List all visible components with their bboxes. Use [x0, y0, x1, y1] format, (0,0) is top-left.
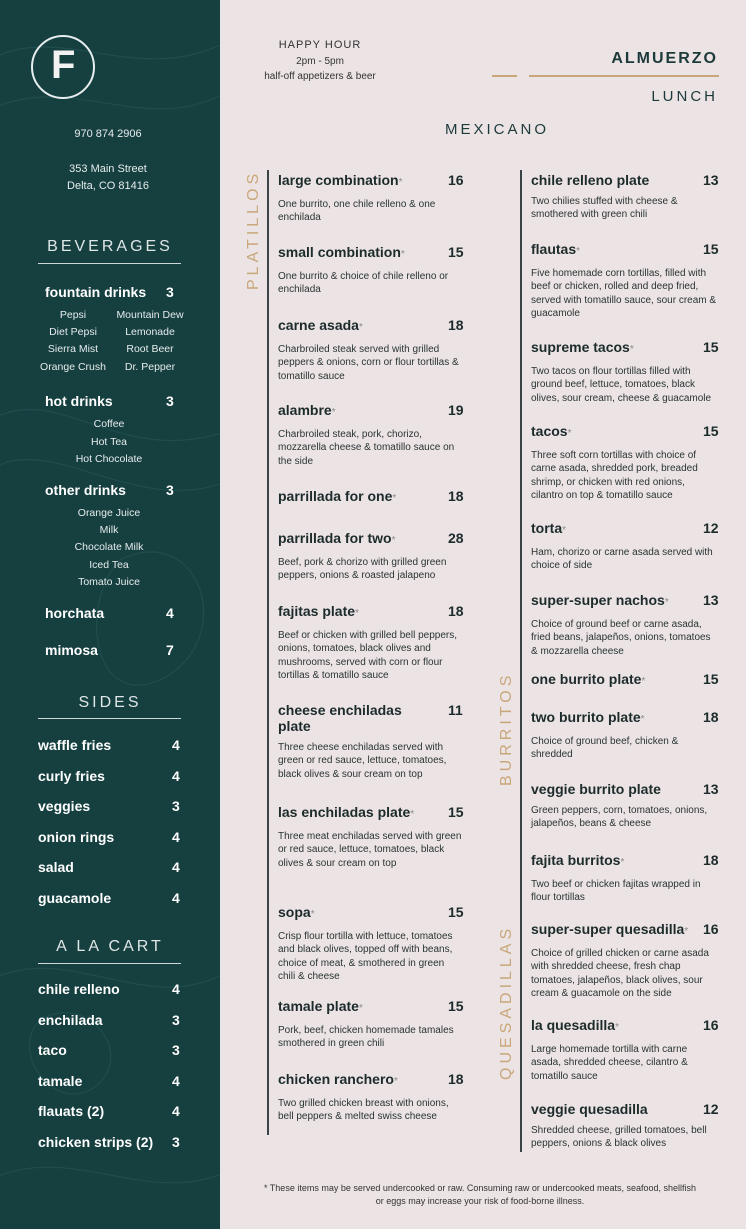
asterisk-marker: *: [641, 676, 646, 687]
column-rule: [267, 170, 269, 1135]
menu-item: [531, 1101, 721, 1151]
menu-item-title-text: veggie burrito plate: [531, 781, 661, 797]
menu-item-title: [278, 172, 442, 191]
beverage-item-name: hot drinks: [45, 393, 113, 409]
menu-item-title-text: parrillada for two: [278, 530, 392, 546]
menu-item-title: [278, 1071, 442, 1090]
menu-item: [278, 804, 468, 870]
beverage-option: Pepsi: [59, 309, 87, 321]
menu-item-description: Large homemade tortilla with carne asada, shredded cheese, cilantro & tomatillo sauce: [531, 1044, 688, 1082]
menu-item-price: 13: [703, 172, 719, 188]
cart-item-price: 3: [172, 1134, 180, 1150]
menu-item-description: Three meat enchiladas served with green or red sauce, lettuce, tomatoes, black olives & sour cream on top: [278, 831, 462, 869]
menu-item-price: 18: [448, 603, 464, 619]
beverage-item-price: 3: [166, 482, 174, 498]
gold-rule: [492, 75, 517, 77]
menu-item-title: [278, 904, 442, 923]
menu-item-description: Beef or chicken with grilled bell peppers, onions, tomatoes, black olives and mushrooms, served with corn or flour tortillas & tomatillo sauce: [278, 630, 457, 681]
beverage-option: Dr. Pepper: [124, 360, 176, 373]
menu-item-price: 15: [703, 241, 719, 257]
menu-item: [278, 702, 468, 781]
menu-item-title: [531, 781, 697, 797]
menu-item-title-text: tacos: [531, 423, 568, 439]
beverage-item-name: horchata: [45, 605, 105, 621]
menu-item-price: 15: [703, 423, 719, 439]
menu-item-title: [531, 1017, 697, 1036]
menu-item-title: [278, 702, 428, 734]
menu-item-title-text: cheese enchiladas plate: [278, 702, 402, 734]
menu-item: [278, 488, 468, 507]
logo-letter: F: [51, 43, 76, 87]
cart-item-name: tamale: [38, 1072, 83, 1089]
menu-item-title: [531, 172, 697, 188]
menu-item-title-text: two burrito plate: [531, 709, 641, 725]
menu-item: [531, 709, 721, 762]
menu-item-description: Two chilies stuffed with cheese & smothered with green chili: [531, 196, 678, 221]
menu-item: [278, 904, 468, 983]
beverage-option: Milk: [99, 524, 119, 537]
menu-item-title-text: super-super quesadilla: [531, 921, 685, 937]
beverage-option: Mountain Dew: [116, 309, 184, 321]
menu-item-description: Choice of grilled chicken or carne asada with shredded cheese, fresh chap tomatoes, jalapeños, black olives, sour cream & guacamole on the side: [531, 948, 709, 999]
menu-item-title-text: large combination: [278, 172, 399, 188]
beverage-option: Sierra Mist: [47, 343, 99, 356]
menu-item-title: [278, 804, 428, 823]
menu-item-title: [531, 423, 697, 442]
asterisk-marker: *: [615, 1022, 619, 1033]
a-la-cart-heading: A LA CART: [56, 938, 164, 955]
menu-item: [531, 423, 721, 502]
menu-item-price: 15: [448, 998, 464, 1014]
menu-item-price: 15: [448, 904, 464, 920]
menu-item-title-text: veggie quesadilla: [531, 1101, 648, 1117]
menu-item-title: [531, 709, 697, 728]
side-item-price: 4: [172, 767, 180, 784]
phone-number[interactable]: 970 874 2906: [74, 128, 142, 140]
menu-item-price: 28: [448, 530, 464, 546]
asterisk-marker: *: [620, 857, 625, 868]
asterisk-marker: *: [358, 322, 363, 333]
beverage-option: Iced Tea: [89, 558, 129, 571]
asterisk-marker: *: [392, 493, 397, 504]
cart-item-price: 3: [172, 1042, 180, 1059]
menu-item-title-text: chile relleno plate: [531, 172, 650, 188]
menu-item-description: Two grilled chicken breast with onions, bell peppers & melted swiss cheese: [278, 1098, 449, 1123]
cart-item-name: chile relleno: [38, 981, 120, 997]
beverage-item-price: 3: [166, 284, 174, 300]
menu-item: [278, 603, 468, 682]
menu-item: [278, 530, 468, 583]
cart-item-name: chicken strips (2): [38, 1134, 154, 1150]
menu-item-description: Three cheese enchiladas served with green or red sauce, lettuce, tomatoes, black olives & sour cream on top: [278, 742, 447, 780]
menu-item-price: 18: [448, 488, 464, 504]
happy-hour-time: 2pm - 5pm: [296, 56, 344, 67]
gold-rule: [529, 75, 719, 77]
menu-item-description: Two beef or chicken fajitas wrapped in flour tortillas: [531, 879, 701, 904]
beverage-option: Orange Crush: [40, 360, 106, 373]
menu-item-title-text: super-super nachos: [531, 592, 665, 608]
asterisk-marker: *: [567, 428, 572, 439]
menu-item-title-text: alambre: [278, 402, 332, 418]
menu-item-price: 16: [703, 921, 719, 937]
asterisk-marker: *: [358, 1003, 363, 1014]
menu-item-description: Five homemade corn tortillas, filled with beef or chicken, rolled and deep fried, served with tomatillo sauce, sour cream & guacamole: [531, 268, 717, 319]
menu-item: [531, 172, 721, 222]
side-item-name: curly fries: [38, 767, 105, 784]
menu-item: [278, 244, 468, 297]
beverage-option: Tomato Juice: [78, 575, 140, 588]
side-item-name: veggies: [38, 798, 91, 815]
section-title: MEXICANO: [444, 121, 550, 138]
menu-item-title-text: las enchiladas plate: [278, 804, 411, 820]
cart-item-name: taco: [38, 1042, 67, 1059]
menu-item-title-text: small combination: [278, 244, 401, 260]
menu-item-title-text: supreme tacos: [531, 339, 630, 355]
asterisk-marker: *: [576, 246, 581, 257]
menu-item-title-text: torta: [531, 520, 563, 536]
menu-subtitle: LUNCH: [651, 88, 718, 105]
menu-item-price: 15: [448, 244, 464, 260]
divider: [38, 263, 181, 264]
menu-item-description: Crisp flour tortilla with lettuce, tomatoes and black olives, topped off with beans, choice of meat, & smothered in green chili & cheese: [278, 931, 453, 982]
menu-item-description: Green peppers, corn, tomatoes, onions, jalapeños, beans & cheese: [531, 805, 708, 830]
menu-item-price: 18: [448, 1071, 464, 1087]
cart-item-name: flauats (2): [38, 1103, 105, 1120]
menu-item: [278, 402, 468, 468]
menu-item-title: [278, 402, 442, 421]
menu-item-price: 19: [448, 402, 464, 418]
menu-item-description: One burrito & choice of chile relleno or enchilada: [278, 271, 449, 296]
menu-item-description: Choice of ground beef, chicken & shredded: [531, 736, 679, 761]
menu-item-title: [531, 852, 697, 871]
menu-item-title-text: flautas: [531, 241, 577, 257]
menu-item-title: [531, 671, 697, 690]
divider: [38, 718, 181, 719]
menu-item-title: [531, 1101, 697, 1117]
side-item-name: guacamole: [38, 890, 112, 906]
sidebar: [0, 0, 220, 1229]
divider: [38, 963, 181, 964]
beverages-heading: BEVERAGES: [47, 238, 173, 255]
menu-item-title-text: la quesadilla: [531, 1017, 616, 1033]
menu-item: [531, 592, 721, 658]
menu-item-title-text: sopa: [278, 904, 311, 920]
menu-item-description: Pork, beef, chicken homemade tamales smothered in green chili: [278, 1025, 454, 1050]
sides-heading: SIDES: [78, 694, 142, 711]
address-line2: Delta, CO 81416: [67, 180, 149, 192]
menu-item-description: One burrito, one chile relleno & one enchilada: [278, 199, 436, 224]
menu-item-price: 16: [703, 1017, 719, 1033]
beverage-option: Orange Juice: [77, 507, 141, 519]
side-item-price: 4: [172, 737, 180, 753]
menu-item: [278, 1071, 468, 1124]
menu-item-description: Three soft corn tortillas with choice of carne asada, shredded pork, breaded shrimp, or chicken with red onions, cilantro on top & tomatillo sauce: [531, 450, 698, 501]
asterisk-marker: *: [400, 249, 405, 260]
beverage-option: Lemonade: [125, 326, 175, 339]
side-item-name: salad: [38, 859, 74, 876]
menu-item-title: [531, 339, 697, 358]
asterisk-marker: *: [355, 608, 359, 619]
cart-item-price: 3: [172, 1011, 180, 1028]
disclaimer: * These items may be served undercooked or raw. Consuming raw or undercooked meats, seafood, shellfish or eggs may increase your risk of food-borne illness.: [263, 1183, 697, 1206]
menu-item-title: [278, 530, 442, 549]
menu-item-price: 18: [448, 317, 464, 333]
menu-item: [531, 921, 721, 1000]
menu-item-price: 16: [448, 172, 464, 188]
menu-item: [531, 1017, 721, 1083]
menu-item: [531, 781, 721, 831]
menu-item: [531, 671, 721, 690]
beverage-option: Diet Pepsi: [49, 326, 97, 339]
asterisk-marker: *: [410, 809, 415, 820]
beverage-option: Root Beer: [126, 343, 174, 356]
beverage-option: Hot Chocolate: [75, 453, 143, 465]
beverage-option: Coffee: [93, 418, 125, 430]
asterisk-marker: *: [310, 909, 315, 920]
menu-item-title: [278, 998, 442, 1017]
side-item-price: 4: [172, 859, 180, 876]
side-item-price: 4: [172, 828, 180, 845]
asterisk-marker: *: [391, 535, 396, 546]
menu-item-title: [278, 488, 442, 507]
menu-item-price: 13: [703, 781, 719, 797]
side-item-name: onion rings: [38, 828, 115, 845]
menu-item-description: Two tacos on flour tortillas filled with ground beef, lettuce, tomatoes, black olives, sour cream, cheese & guacamole: [531, 366, 712, 404]
menu-item-description: Ham, chorizo or carne asada served with choice of side: [531, 547, 713, 572]
menu-title: ALMUERZO: [611, 50, 718, 67]
menu-item-price: 15: [703, 339, 719, 355]
menu-item: [278, 998, 468, 1051]
asterisk-marker: *: [393, 1076, 398, 1087]
menu-item-price: 15: [703, 671, 719, 687]
menu-item-title: [278, 603, 442, 622]
category-burritos: BURRITOS: [498, 671, 515, 786]
asterisk-marker: *: [684, 926, 689, 937]
asterisk-marker: *: [562, 525, 567, 536]
asterisk-marker: *: [640, 714, 645, 725]
asterisk-marker: *: [331, 407, 336, 418]
menu-item-price: 18: [703, 709, 719, 725]
asterisk-marker: *: [629, 344, 634, 355]
happy-hour-title: HAPPY HOUR: [278, 39, 362, 51]
menu-item-title-text: fajitas plate: [278, 603, 356, 619]
menu-item: [531, 339, 721, 405]
menu-item-title-text: parrillada for one: [278, 488, 393, 504]
menu-item-title: [531, 241, 697, 260]
side-item-price: 4: [172, 890, 180, 906]
menu-item-price: 15: [448, 804, 464, 820]
menu-item-price: 12: [703, 520, 719, 536]
menu-item-description: Charbroiled steak, pork, chorizo, mozzarella cheese & tomatillo sauce on the side: [278, 429, 455, 467]
menu-item-title-text: chicken ranchero: [278, 1071, 394, 1087]
side-item-price: 3: [172, 798, 180, 815]
menu-item-description: Beef, pork & chorizo with grilled green peppers, onions & roasted jalapeno: [278, 557, 447, 582]
menu-item: [531, 520, 721, 573]
address-line1: 353 Main Street: [69, 163, 147, 175]
category-platillos: PLATILLOS: [245, 169, 262, 290]
beverage-option: Chocolate Milk: [74, 541, 144, 554]
menu-item-title-text: fajita burritos: [531, 852, 621, 868]
menu-item-title-text: tamale plate: [278, 998, 359, 1014]
cart-item-price: 4: [172, 1103, 180, 1120]
beverage-item-price: 7: [166, 642, 174, 658]
menu-item-description: Choice of ground beef or carne asada, fried beans, jalapeños, onions, tomatoes & mozzarella cheese: [531, 619, 711, 657]
side-item-name: waffle fries: [38, 737, 112, 753]
menu-item-price: 18: [703, 852, 719, 868]
menu-item: [531, 241, 721, 320]
column-rule: [520, 170, 522, 1152]
category-quesadillas: QUESADILLAS: [498, 924, 515, 1080]
menu-item-price: 12: [703, 1101, 719, 1117]
beverage-item-name: mimosa: [45, 642, 98, 658]
beverage-item-name: fountain drinks: [45, 284, 147, 300]
menu-item-title: [531, 921, 697, 940]
beverage-option: Hot Tea: [91, 435, 127, 448]
asterisk-marker: *: [398, 177, 403, 188]
menu-item-description: Charbroiled steak served with grilled peppers & onions, corn or flour tortillas & tomatillo sauce: [278, 344, 459, 382]
menu-item-title: [531, 520, 697, 539]
menu-item-price: 11: [448, 702, 463, 718]
menu-item-title: [278, 317, 442, 336]
asterisk-marker: *: [664, 597, 669, 608]
cart-item-price: 4: [172, 981, 180, 997]
cart-item-price: 4: [172, 1072, 180, 1089]
menu-item-price: 13: [703, 592, 719, 608]
menu-item: [278, 172, 468, 225]
beverage-item-price: 3: [166, 393, 174, 409]
menu-item: [278, 317, 468, 383]
menu-item-description: Shredded cheese, grilled tomatoes, bell peppers, onions & black olives: [531, 1125, 707, 1150]
beverage-item-price: 4: [166, 605, 174, 621]
menu-item-title-text: carne asada: [278, 317, 359, 333]
menu-item: [531, 852, 721, 905]
menu-item-title-text: one burrito plate: [531, 671, 642, 687]
beverage-item-name: other drinks: [45, 482, 126, 498]
happy-hour-deal: half-off appetizers & beer: [264, 71, 376, 82]
menu-item-title: [531, 592, 697, 611]
logo: [31, 35, 95, 99]
cart-item-name: enchilada: [38, 1011, 103, 1028]
menu-item-title: [278, 244, 442, 263]
